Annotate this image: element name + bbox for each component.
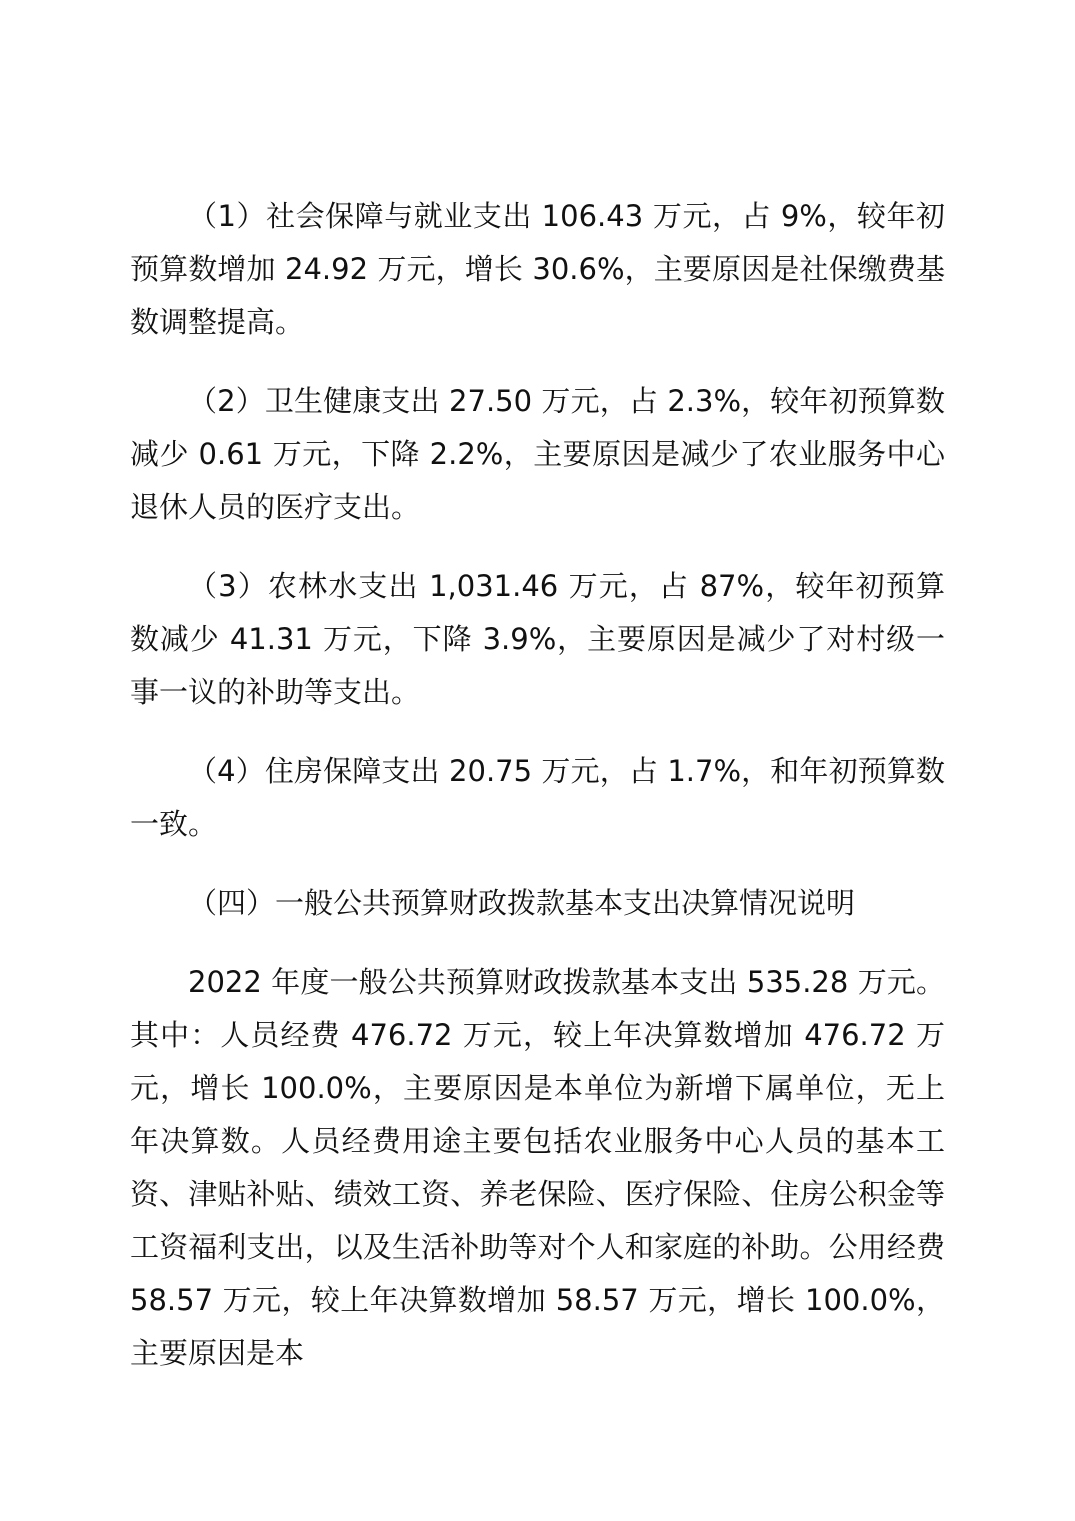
paragraph-housing: （4）住房保障支出 20.75 万元，占 1.7%，和年初预算数一致。 [130,754,945,841]
paragraph-social-security: （1）社会保障与就业支出 106.43 万元，占 9%，较年初预算数增加 24.92 万元，增长 30.6%，主要原因是社保缴费基数调整提高。 [130,199,945,339]
paragraph-basic-expenditure: 2022 年度一般公共预算财政拨款基本支出 535.28 万元。其中：人员经费 476.72 万元，较上年决算数增加 476.72 万元，增长 100.0%，主要原因是本单位为新增下属单位，无上年决算数。人员经费用途主要包括农业服务中心人员的基本工资、津贴补贴、绩效工资、养老保险、医疗保险、住房公积金等工资福利支出，以及生活补助等对个人和家庭的补助。公用经费 58.57 万元，较上年决算数增加 58.57 万元，增长 100.0%，主要原因是本 [130,965,945,1370]
section-heading: （四）一般公共预算财政拨款基本支出决算情况说明 [188,886,856,920]
paragraph-agriculture: （3）农林水支出 1,031.46 万元，占 87%，较年初预算数减少 41.31 万元，下降 3.9%，主要原因是减少了对村级一事一议的补助等支出。 [130,569,945,709]
document-body [130,190,945,1380]
paragraph-health: （2）卫生健康支出 27.50 万元，占 2.3%，较年初预算数减少 0.61 万元，下降 2.2%，主要原因是减少了农业服务中心退休人员的医疗支出。 [130,384,945,524]
